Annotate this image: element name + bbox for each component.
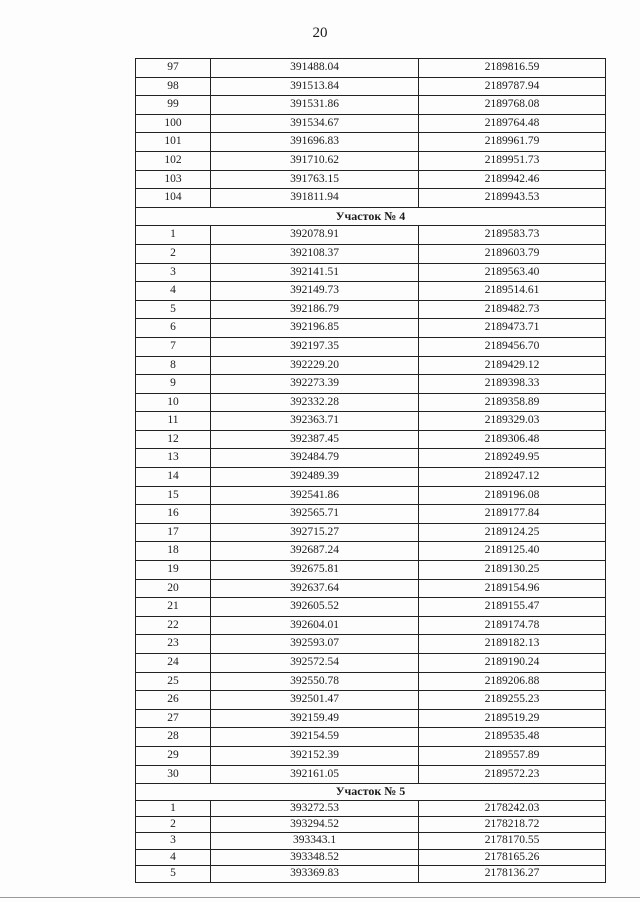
table-row — [136, 468, 606, 487]
point-number: 104 — [136, 189, 211, 208]
table-row — [136, 542, 606, 561]
point-number: 1 — [136, 800, 211, 816]
point-number: 20 — [136, 579, 211, 598]
table-row — [136, 523, 606, 542]
point-number: 100 — [136, 114, 211, 133]
coord-x: 392078.91 — [211, 226, 419, 245]
coord-y: 2189329.03 — [419, 412, 606, 431]
coord-y: 2189535.48 — [419, 728, 606, 747]
point-number: 2 — [136, 816, 211, 832]
coordinates-table — [135, 58, 606, 883]
coord-y: 2189177.84 — [419, 505, 606, 524]
section-header — [136, 784, 606, 800]
table-row — [136, 709, 606, 728]
coord-y: 2178165.26 — [419, 849, 606, 865]
point-number: 101 — [136, 133, 211, 152]
coord-y: 2189155.47 — [419, 598, 606, 617]
coord-x: 392229.20 — [211, 356, 419, 375]
point-number: 6 — [136, 319, 211, 338]
coord-y: 2189247.12 — [419, 468, 606, 487]
point-number: 14 — [136, 468, 211, 487]
coord-y: 2189182.13 — [419, 635, 606, 654]
coord-x: 392687.24 — [211, 542, 419, 561]
coord-y: 2189429.12 — [419, 356, 606, 375]
coord-y: 2189206.88 — [419, 672, 606, 691]
coord-y: 2189249.95 — [419, 449, 606, 468]
point-number: 25 — [136, 672, 211, 691]
coord-x: 392108.37 — [211, 244, 419, 263]
coord-x: 391488.04 — [211, 59, 419, 78]
point-number: 18 — [136, 542, 211, 561]
point-number: 17 — [136, 523, 211, 542]
coord-x: 392541.86 — [211, 486, 419, 505]
point-number: 21 — [136, 598, 211, 617]
table-row — [136, 866, 606, 882]
table-row — [136, 635, 606, 654]
coord-x: 392565.71 — [211, 505, 419, 524]
table-row — [136, 449, 606, 468]
coord-y: 2189961.79 — [419, 133, 606, 152]
coord-y: 2189557.89 — [419, 746, 606, 765]
table-row — [136, 151, 606, 170]
coord-y: 2189196.08 — [419, 486, 606, 505]
coord-x: 392363.71 — [211, 412, 419, 431]
point-number: 22 — [136, 616, 211, 635]
coord-y: 2189519.29 — [419, 709, 606, 728]
point-number: 10 — [136, 393, 211, 412]
point-number: 7 — [136, 337, 211, 356]
point-number: 27 — [136, 709, 211, 728]
table-row — [136, 849, 606, 865]
coord-x: 392154.59 — [211, 728, 419, 747]
coord-x: 391513.84 — [211, 77, 419, 96]
coord-y: 2178218.72 — [419, 816, 606, 832]
coord-x: 392489.39 — [211, 468, 419, 487]
coord-y: 2189190.24 — [419, 654, 606, 673]
coord-x: 391763.15 — [211, 170, 419, 189]
table-row — [136, 486, 606, 505]
table-row — [136, 672, 606, 691]
coord-y: 2189514.61 — [419, 282, 606, 301]
coord-y: 2189603.79 — [419, 244, 606, 263]
table-row — [136, 133, 606, 152]
point-number: 30 — [136, 765, 211, 784]
coord-y: 2178136.27 — [419, 866, 606, 882]
coord-x: 392387.45 — [211, 430, 419, 449]
table-row — [136, 598, 606, 617]
point-number: 1 — [136, 226, 211, 245]
coord-y: 2178170.55 — [419, 833, 606, 849]
coord-x: 392332.28 — [211, 393, 419, 412]
table-row — [136, 189, 606, 208]
coord-x: 393272.53 — [211, 800, 419, 816]
point-number: 12 — [136, 430, 211, 449]
table-row — [136, 96, 606, 115]
point-number: 5 — [136, 866, 211, 882]
point-number: 28 — [136, 728, 211, 747]
point-number: 4 — [136, 849, 211, 865]
coord-y: 2189943.53 — [419, 189, 606, 208]
coord-x: 391811.94 — [211, 189, 419, 208]
table-row — [136, 263, 606, 282]
point-number: 99 — [136, 96, 211, 115]
table-row — [136, 356, 606, 375]
coord-y: 2189398.33 — [419, 375, 606, 394]
coord-x: 392186.79 — [211, 300, 419, 319]
point-number: 3 — [136, 833, 211, 849]
coord-x: 393294.52 — [211, 816, 419, 832]
coord-y: 2189951.73 — [419, 151, 606, 170]
table-row — [136, 746, 606, 765]
coord-x: 392604.01 — [211, 616, 419, 635]
coord-x: 392196.85 — [211, 319, 419, 338]
point-number: 98 — [136, 77, 211, 96]
coord-x: 392484.79 — [211, 449, 419, 468]
coord-y: 2189124.25 — [419, 523, 606, 542]
point-number: 29 — [136, 746, 211, 765]
coord-y: 2189942.46 — [419, 170, 606, 189]
coord-x: 392141.51 — [211, 263, 419, 282]
table-row — [136, 300, 606, 319]
table-row — [136, 59, 606, 78]
point-number: 3 — [136, 263, 211, 282]
table-row — [136, 226, 606, 245]
coord-y: 2189572.23 — [419, 765, 606, 784]
coord-y: 2189125.40 — [419, 542, 606, 561]
coord-x: 392593.07 — [211, 635, 419, 654]
coord-x: 391534.67 — [211, 114, 419, 133]
coord-x: 393343.1 — [211, 833, 419, 849]
table-row — [136, 375, 606, 394]
point-number: 15 — [136, 486, 211, 505]
coord-x: 392675.81 — [211, 561, 419, 580]
table-row — [136, 430, 606, 449]
table-row — [136, 505, 606, 524]
point-number: 11 — [136, 412, 211, 431]
point-number: 97 — [136, 59, 211, 78]
table-row — [136, 616, 606, 635]
table-row — [136, 833, 606, 849]
point-number: 2 — [136, 244, 211, 263]
coord-x: 392152.39 — [211, 746, 419, 765]
coord-x: 392149.73 — [211, 282, 419, 301]
coord-y: 2189174.78 — [419, 616, 606, 635]
coord-y: 2189255.23 — [419, 691, 606, 710]
table-row — [136, 412, 606, 431]
table-row — [136, 691, 606, 710]
point-number: 19 — [136, 561, 211, 580]
table-row — [136, 114, 606, 133]
page-number: 20 — [312, 25, 328, 41]
coord-x: 392501.47 — [211, 691, 419, 710]
coord-y: 2189358.89 — [419, 393, 606, 412]
coord-x: 392159.49 — [211, 709, 419, 728]
table-row — [136, 579, 606, 598]
coord-y: 2189456.70 — [419, 337, 606, 356]
table-row — [136, 654, 606, 673]
table-row — [136, 319, 606, 338]
table-row — [136, 800, 606, 816]
section-header — [136, 207, 606, 226]
coord-y: 2178242.03 — [419, 800, 606, 816]
coord-y: 2189154.96 — [419, 579, 606, 598]
table-row — [136, 561, 606, 580]
coord-x: 392605.52 — [211, 598, 419, 617]
table-row — [136, 765, 606, 784]
coord-y: 2189473.71 — [419, 319, 606, 338]
table-row — [136, 337, 606, 356]
coord-y: 2189306.48 — [419, 430, 606, 449]
table-row — [136, 244, 606, 263]
table-row — [136, 816, 606, 832]
coord-x: 393369.83 — [211, 866, 419, 882]
point-number: 24 — [136, 654, 211, 673]
point-number: 8 — [136, 356, 211, 375]
table-row — [136, 728, 606, 747]
point-number: 103 — [136, 170, 211, 189]
point-number: 23 — [136, 635, 211, 654]
coord-y: 2189130.25 — [419, 561, 606, 580]
point-number: 102 — [136, 151, 211, 170]
coord-x: 392161.05 — [211, 765, 419, 784]
point-number: 26 — [136, 691, 211, 710]
point-number: 5 — [136, 300, 211, 319]
table-row — [136, 77, 606, 96]
coord-y: 2189768.08 — [419, 96, 606, 115]
coord-x: 393348.52 — [211, 849, 419, 865]
coord-x: 392572.54 — [211, 654, 419, 673]
bottom-rule — [0, 897, 640, 898]
coord-y: 2189787.94 — [419, 77, 606, 96]
coord-y: 2189816.59 — [419, 59, 606, 78]
table-row — [136, 393, 606, 412]
coord-y: 2189583.73 — [419, 226, 606, 245]
coord-x: 391710.62 — [211, 151, 419, 170]
coord-x: 392273.39 — [211, 375, 419, 394]
coord-x: 392197.35 — [211, 337, 419, 356]
table-row — [136, 282, 606, 301]
coord-x: 392715.27 — [211, 523, 419, 542]
coord-x: 391531.86 — [211, 96, 419, 115]
coord-y: 2189764.48 — [419, 114, 606, 133]
section-title: Участок № 4 — [136, 207, 606, 226]
point-number: 13 — [136, 449, 211, 468]
coord-x: 392637.64 — [211, 579, 419, 598]
coord-y: 2189563.40 — [419, 263, 606, 282]
point-number: 9 — [136, 375, 211, 394]
section-title: Участок № 5 — [136, 784, 606, 800]
coord-x: 391696.83 — [211, 133, 419, 152]
point-number: 4 — [136, 282, 211, 301]
coord-y: 2189482.73 — [419, 300, 606, 319]
coord-x: 392550.78 — [211, 672, 419, 691]
point-number: 16 — [136, 505, 211, 524]
table-row — [136, 170, 606, 189]
